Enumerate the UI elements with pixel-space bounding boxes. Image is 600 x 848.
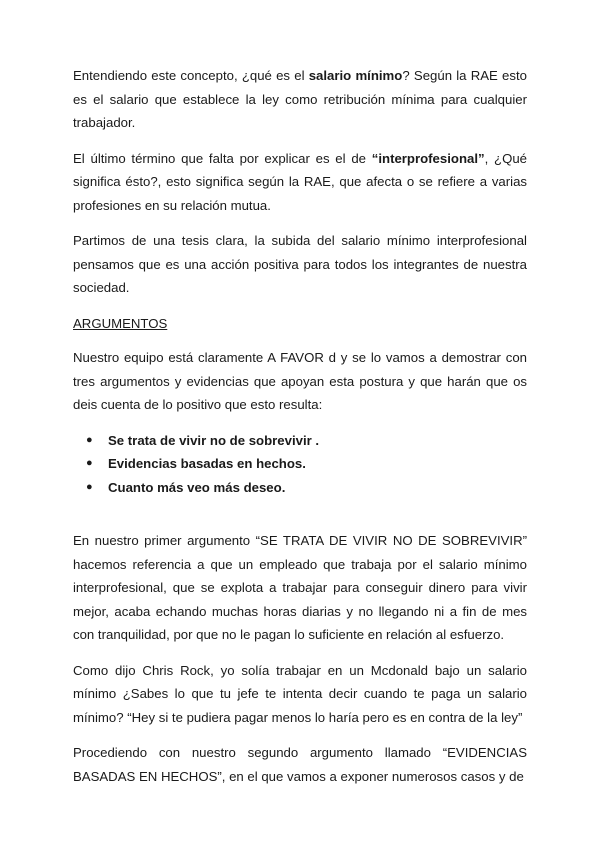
argument-item — [73, 452, 527, 476]
document-page — [73, 64, 527, 800]
paragraph-text: , ¿Qué significa ésto?, esto significa según la RAE, que afecta o se refiere a varias profesiones en su relación mutua. — [73, 150, 527, 213]
paragraph-intro-argumentos: Nuestro equipo está claramente A FAVOR d y se lo vamos a demostrar con tres argumentos y evidencias que apoyan esta postura y que harán que os deis cuenta de lo positivo que esto resulta: — [73, 350, 527, 412]
paragraph-primer-argumento: En nuestro primer argumento “SE TRATA DE VIVIR NO DE SOBREVIVIR” hacemos referencia a que un empleado que trabaja por el salario mínimo interprofesional, que se explota a trabajar para conseguir dinero para vivir mejor, acaba echando muchas horas diarias y no llegando ni a fin de mes con tranquilidad, por que no le pagan lo suficiente en relación al esfuerzo. — [73, 533, 527, 642]
paragraph-text: El último término que falta por explicar es el de — [73, 150, 372, 166]
paragraph-text: ? Según la RAE esto es el salario que establece la ley como retribución mínima para cualquier trabajador. — [73, 68, 527, 130]
paragraph-text: Entendiendo este concepto, ¿qué es el — [73, 68, 309, 83]
paragraph-segundo-argumento: Procediendo con nuestro segundo argumento llamado “EVIDENCIAS BASADAS EN HECHOS”, en el que vamos a exponer numerosos casos y de — [73, 745, 527, 784]
argument-item — [73, 476, 527, 500]
bullet-icon: ● — [86, 433, 93, 446]
paragraph-chris-rock-quote: Como dijo Chris Rock, yo solía trabajar en un Mcdonald bajo un salario mínimo ¿Sabes lo que tu jefe te intenta decir cuando te paga un salario mínimo? “Hey si te pudiera pagar menos lo haría pero es en contra de la ley” — [73, 662, 527, 725]
paragraph-salario-minimo — [73, 64, 527, 135]
bold-term-salario-minimo: salario mínimo — [308, 68, 403, 83]
argument-item — [73, 429, 527, 453]
paragraph-interprofesional — [73, 147, 527, 218]
argument-label: Evidencias basadas en hechos. — [108, 456, 306, 471]
bullet-icon: ● — [86, 457, 93, 469]
paragraph-tesis: Partimos de una tesis clara, la subida del salario mínimo interprofesional pensamos que es una acción positiva para todos los integrantes de nuestra sociedad. — [73, 233, 527, 295]
bold-term-interprofesional: “interprofesional” — [371, 150, 485, 166]
bullet-icon: ● — [86, 480, 93, 493]
argument-label: Se trata de vivir no de sobrevivir . — [108, 432, 320, 448]
argument-label: Cuanto más veo más deseo. — [108, 479, 286, 495]
section-heading-argumentos: ARGUMENTOS — [73, 315, 168, 331]
arguments-list — [73, 429, 527, 500]
